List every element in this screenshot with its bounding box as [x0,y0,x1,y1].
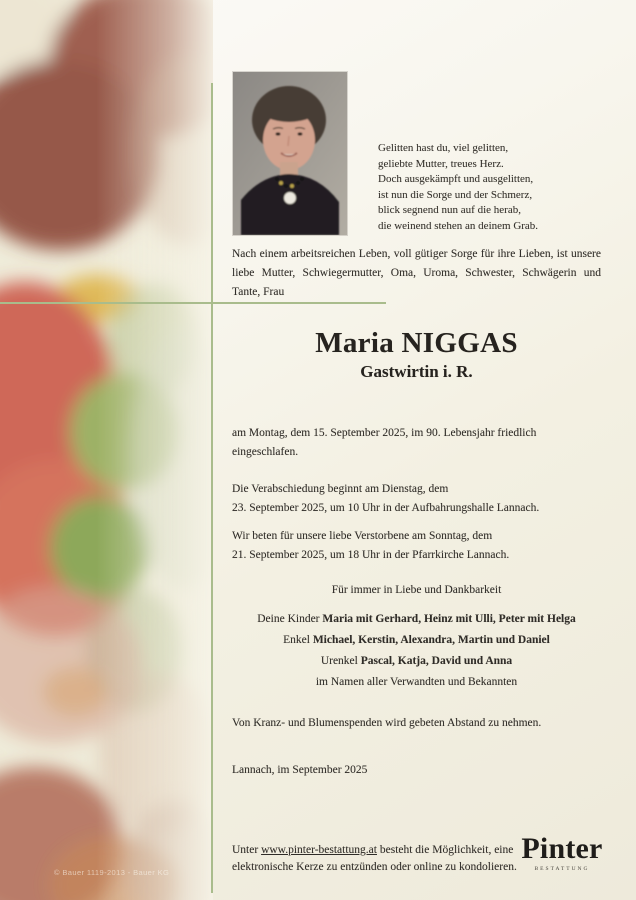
family-children [232,609,601,630]
image-credit-watermark: © Bauer 1119-2013 - Bauer KG [54,868,170,877]
deceased-name: Maria NIGGAS [315,327,518,359]
death-notice [232,424,601,461]
footer-line-1 [232,842,562,859]
prayer-notice [232,527,601,564]
poem-line: Gelitten hast du, viel gelitten, [378,142,509,154]
memorial-poem [378,141,538,235]
farewell-line: Die Verabschiedung beginnt am Dienstag, dem [232,483,449,495]
children-names: Maria mit Gerhard, Heinz mit Ulli, Peter mit Helga [322,613,576,625]
autumn-leaves-artwork [0,0,213,900]
great-grandchildren-label: Urenkel [320,655,361,667]
farewell-notice [232,480,601,517]
logo-subtitle: BESTATTUNG [534,866,590,872]
family-grandchildren [232,630,601,651]
poem-line: geliebte Mutter, treues Herz. [378,157,504,170]
prayer-line: 21. September 2025, um 18 Uhr in der Pfarrkirche Lannach. [232,548,510,561]
poem-line: Doch ausgekämpft und ausgelitten, [378,173,534,186]
portrait-photo [233,72,347,235]
footer-line-2: elektronische Kerze zu entzünden oder online zu kondolieren. [232,861,517,873]
intro-text: Nach einem arbeitsreichen Leben, voll gütiger Sorge für ihre Lieben, ist unsere liebe Mutter, Schwiegermutter, Oma, Uroma, Schwester, Schwägerin und Tante, Frau [232,248,601,298]
prayer-line: Wir beten für unsere liebe Verstorbene am Sonntag, dem [232,530,493,542]
vertical-divider-line [211,83,213,893]
family-list [232,609,601,672]
death-notice-line: eingeschlafen. [232,445,299,458]
farewell-line: 23. September 2025, um 10 Uhr in der Aufbahrungshalle Lannach. [232,501,540,514]
children-label: Deine Kinder [257,613,323,625]
grandchildren-label: Enkel [283,634,313,646]
family-great-grandchildren [232,651,601,672]
place-date: Lannach, im September 2025 [232,764,368,776]
grandchildren-names: Michael, Kerstin, Alexandra, Martin und Daniel [312,634,550,646]
poem-line: ist nun die Sorge und der Schmerz, [378,188,533,201]
deceased-title: Gastwirtin i. R. [360,362,473,381]
website-link[interactable]: www.pinter-bestattung.at [261,844,377,856]
family-in-name-of: im Namen aller Verwandten und Bekannten [315,676,518,688]
poem-line: blick segnend nun auf die herab, [378,204,521,217]
poem-line: die weinend stehen an deinem Grab. [378,219,539,232]
death-notice-line: am Montag, dem 15. September 2025, im 90. Lebensjahr friedlich [232,427,537,439]
logo-wordmark: Pinter [521,832,603,865]
footer-pre: Unter [232,844,262,856]
footer-note [232,842,562,876]
horizontal-divider-line [0,302,386,304]
footer-post: besteht die Möglichkeit, eine [376,844,514,856]
flowers-request: Von Kranz- und Blumenspenden wird gebeten Abstand zu nehmen. [232,717,542,729]
remembrance-line: Für immer in Liebe und Dankbarkeit [331,584,502,596]
great-grandchildren-names: Pascal, Katja, David und Anna [360,655,513,667]
funeral-home-logo [514,834,610,872]
